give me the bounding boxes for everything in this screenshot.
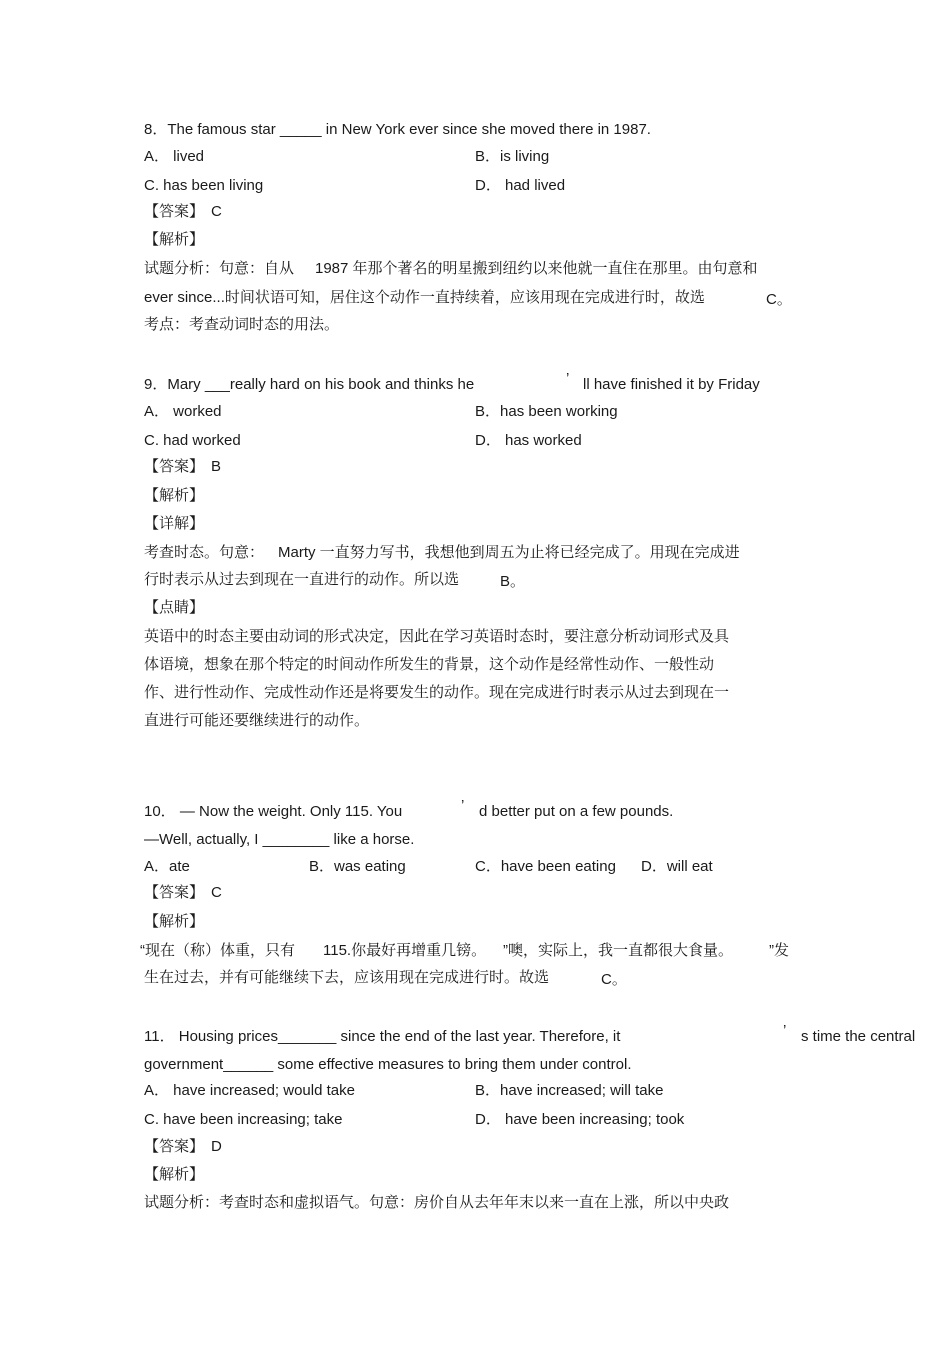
q11-analysis-label: 【解析】 bbox=[144, 1166, 205, 1183]
q10-analysis-label: 【解析】 bbox=[144, 913, 205, 930]
q9-analysis-label: 【解析】 bbox=[144, 487, 205, 504]
q9-option-d: D． has worked bbox=[475, 432, 582, 449]
q9-tip-label: 【点睛】 bbox=[144, 599, 205, 616]
q11-apostrophe: ’ bbox=[783, 1022, 787, 1039]
q9-tip-line1: 英语中的时态主要由动词的形式决定，因此在学习英语时态时，要注意分析动词形式及具 bbox=[144, 628, 730, 645]
q11-option-d: D． have been increasing; took bbox=[475, 1111, 685, 1128]
q10-stem: 10． — Now the weight. Only 115. You bbox=[144, 803, 403, 820]
q10-analysis-line1c: ”噢，实际上，我一直都很大食量。 bbox=[503, 942, 733, 959]
q9-answer-label: 【答案】 bbox=[144, 458, 205, 475]
q8-option-c: C. has been living bbox=[144, 177, 264, 194]
q11-analysis-line1: 试题分析：考查时态和虚拟语气。句意：房价自从去年年末以来一直在上涨，所以中央政 bbox=[144, 1194, 730, 1211]
q10-option-c: C．have been eating bbox=[475, 858, 616, 875]
q10-stem-line2: —Well, actually, I ________ like a horse. bbox=[144, 831, 415, 848]
q10-analysis-line1: “现在（称）体重，只有 bbox=[140, 942, 295, 959]
q9-stem-end: ll have finished it by Friday bbox=[583, 376, 760, 393]
q11-answer: D bbox=[211, 1138, 222, 1155]
q9-option-c: C. had worked bbox=[144, 432, 241, 449]
q10-analysis-line2b: C。 bbox=[601, 971, 627, 988]
q11-stem: 11． Housing prices_______ since the end of the last year. Therefore, it bbox=[144, 1028, 621, 1045]
q9-detail-line2b: B。 bbox=[500, 573, 526, 590]
q9-option-b: B．has been working bbox=[475, 403, 618, 420]
q11-answer-label: 【答案】 bbox=[144, 1138, 205, 1155]
q9-detail-line1b: Marty 一直努力写书，我想他到周五为止将已经完成了。用现在完成进 bbox=[278, 544, 740, 561]
q8-analysis-line2: ever since...时间状语可知，居住这个动作一直持续着，应该用现在完成进行时，故选 bbox=[144, 289, 705, 306]
q11-stem-end: s time the central bbox=[801, 1028, 916, 1045]
q8-option-d: D． had lived bbox=[475, 177, 566, 194]
q10-option-b: B．was eating bbox=[309, 858, 406, 875]
q11-stem-line2: government______ some effective measures to bring them under control. bbox=[144, 1056, 632, 1073]
q10-analysis-line2: 生在过去，并有可能继续下去，应该用现在完成进行时。故选 bbox=[144, 969, 550, 986]
q9-detail-line1: 考查时态。句意： bbox=[144, 544, 265, 561]
q10-option-d: D．will eat bbox=[641, 858, 713, 875]
q8-answer: C bbox=[211, 203, 222, 220]
q9-answer: B bbox=[211, 458, 222, 475]
q9-tip-line3: 作、进行性动作、完成性动作还是将要发生的动作。现在完成进行时表示从过去到现在一 bbox=[144, 684, 730, 701]
q10-stem-end: d better put on a few pounds. bbox=[479, 803, 674, 820]
q9-apostrophe: ’ bbox=[566, 370, 570, 387]
q9-tip-line4: 直进行可能还要继续进行的动作。 bbox=[144, 712, 370, 729]
q8-analysis-line2b: C。 bbox=[766, 291, 792, 308]
q9-detail-label: 【详解】 bbox=[144, 515, 205, 532]
q10-analysis-line1d: ”发 bbox=[769, 942, 789, 959]
q10-apostrophe: ’ bbox=[461, 797, 465, 814]
q8-analysis-line1b: 1987 年那个著名的明星搬到纽约以来他就一直住在那里。由句意和 bbox=[315, 260, 758, 277]
q11-option-c: C. have been increasing; take bbox=[144, 1111, 343, 1128]
q8-analysis-line1: 试题分析：句意：自从 bbox=[144, 260, 295, 277]
q10-answer: C bbox=[211, 884, 222, 901]
q11-option-b: B．have increased; will take bbox=[475, 1082, 664, 1099]
q10-option-a: A．ate bbox=[144, 858, 190, 875]
q8-option-a: A． lived bbox=[144, 148, 205, 165]
q8-analysis-label: 【解析】 bbox=[144, 231, 205, 248]
q9-option-a: A． worked bbox=[144, 403, 222, 420]
q9-tip-line2: 体语境，想象在那个特定的时间动作所发生的背景，这个动作是经常性动作、一般性动 bbox=[144, 656, 715, 673]
q10-answer-label: 【答案】 bbox=[144, 884, 205, 901]
q8-point-line: 考点：考查动词时态的用法。 bbox=[144, 316, 340, 333]
q9-detail-line2: 行时表示从过去到现在一直进行的动作。所以选 bbox=[144, 571, 460, 588]
q10-analysis-line1b: 115.你最好再增重几镑。 bbox=[323, 942, 487, 959]
q8-stem: 8．The famous star _____ in New York ever since she moved there in 1987. bbox=[144, 121, 651, 138]
q8-answer-label: 【答案】 bbox=[144, 203, 205, 220]
q11-option-a: A． have increased; would take bbox=[144, 1082, 355, 1099]
q9-stem: 9．Mary ___really hard on his book and thinks he bbox=[144, 376, 475, 393]
q8-option-b: B．is living bbox=[475, 148, 550, 165]
